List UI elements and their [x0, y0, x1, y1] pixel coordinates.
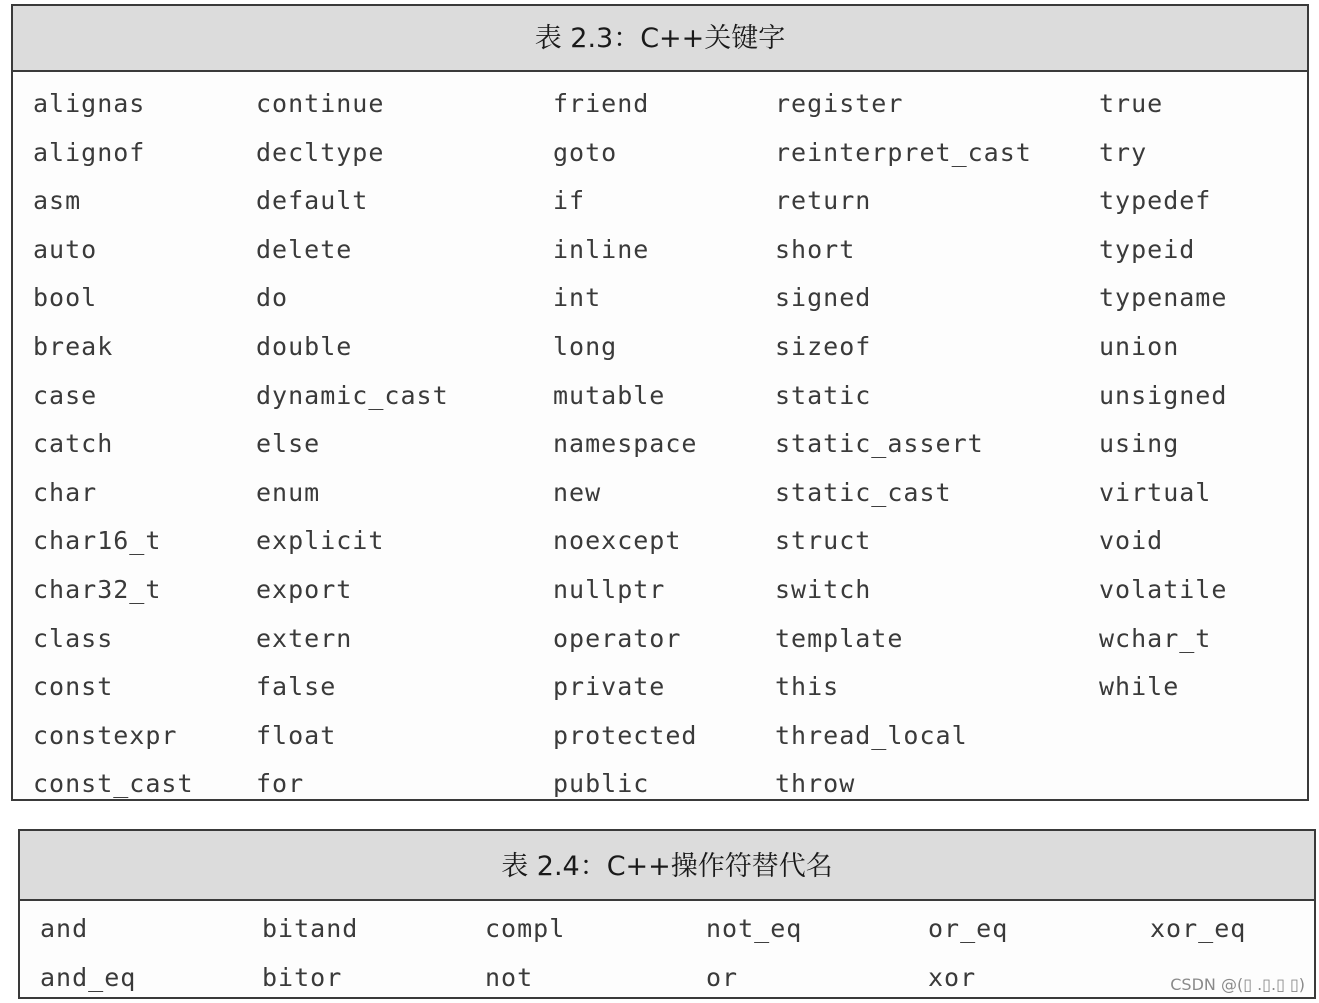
- keyword-cell: extern: [256, 623, 353, 653]
- keyword-cell: double: [256, 331, 353, 361]
- table-row: [20, 954, 1314, 1003]
- keyword-cell: struct: [775, 526, 872, 556]
- keyword-cell: if: [553, 186, 586, 216]
- table-row: [13, 372, 1307, 421]
- keyword-cell: not_eq: [706, 914, 803, 943]
- keyword-cell: catch: [33, 429, 114, 459]
- keyword-cell: case: [33, 380, 98, 410]
- table-row: [13, 712, 1307, 761]
- keyword-cell: and_eq: [40, 963, 137, 992]
- keyword-cell: goto: [553, 137, 618, 167]
- keyword-cell: int: [553, 283, 602, 313]
- table-row: [13, 80, 1307, 129]
- table-row: [13, 615, 1307, 664]
- keyword-cell: namespace: [553, 429, 698, 459]
- keyword-cell: false: [256, 672, 337, 702]
- keyword-cell: alignof: [33, 137, 146, 167]
- keyword-cell: while: [1099, 672, 1180, 702]
- keyword-cell: sizeof: [775, 331, 872, 361]
- keyword-cell: switch: [775, 574, 872, 604]
- table-row: [13, 420, 1307, 469]
- keyword-cell: auto: [33, 234, 98, 264]
- keyword-cell: new: [553, 477, 602, 507]
- keyword-cell: union: [1099, 331, 1180, 361]
- table-row: [13, 663, 1307, 712]
- keyword-cell: typeid: [1099, 234, 1196, 264]
- keyword-cell: constexpr: [33, 720, 178, 750]
- keyword-cell: inline: [553, 234, 650, 264]
- keyword-cell: this: [775, 672, 840, 702]
- keyword-cell: continue: [256, 89, 385, 118]
- keyword-cell: xor_eq: [1150, 914, 1247, 943]
- keyword-cell: char: [33, 477, 98, 507]
- keyword-cell: mutable: [553, 380, 666, 410]
- keyword-cell: float: [256, 720, 337, 750]
- keyword-cell: for: [256, 769, 305, 799]
- keyword-cell: typedef: [1099, 186, 1212, 216]
- keyword-cell: break: [33, 331, 114, 361]
- keyword-cell: nullptr: [553, 574, 666, 604]
- keyword-cell: true: [1099, 89, 1164, 118]
- keyword-cell: dynamic_cast: [256, 380, 449, 410]
- keyword-cell: export: [256, 574, 353, 604]
- keyword-cell: using: [1099, 429, 1180, 459]
- keyword-cell: alignas: [33, 89, 146, 118]
- keyword-cell: static: [775, 380, 872, 410]
- keyword-cell: operator: [553, 623, 682, 653]
- keyword-cell: wchar_t: [1099, 623, 1212, 653]
- keyword-cell: enum: [256, 477, 321, 507]
- table-row: [13, 226, 1307, 275]
- cpp-keywords-table: [11, 4, 1309, 801]
- keyword-cell: protected: [553, 720, 698, 750]
- keyword-cell: typename: [1099, 283, 1228, 313]
- keyword-cell: char32_t: [33, 574, 162, 604]
- keyword-cell: bool: [33, 283, 98, 313]
- keyword-cell: class: [33, 623, 114, 653]
- keyword-cell: or: [706, 963, 739, 992]
- keyword-cell: compl: [485, 914, 566, 943]
- keyword-cell: default: [256, 186, 369, 216]
- keyword-cell: reinterpret_cast: [775, 137, 1032, 167]
- keyword-cell: unsigned: [1099, 380, 1228, 410]
- keyword-cell: not: [485, 963, 534, 992]
- keyword-cell: throw: [775, 769, 856, 799]
- keyword-cell: else: [256, 429, 321, 459]
- table-row: [13, 177, 1307, 226]
- operators-grid: [20, 905, 1314, 1003]
- table-row: [13, 274, 1307, 323]
- keyword-cell: char16_t: [33, 526, 162, 556]
- table-row: [13, 469, 1307, 518]
- keyword-cell: asm: [33, 186, 82, 216]
- keyword-cell: const_cast: [33, 769, 194, 799]
- keyword-cell: signed: [775, 283, 872, 313]
- table-row: [13, 517, 1307, 566]
- table-row: [13, 129, 1307, 178]
- keyword-cell: long: [553, 331, 618, 361]
- keyword-cell: thread_local: [775, 720, 968, 750]
- caption-text: 表 2.4：C++操作符替代名: [501, 851, 833, 882]
- table-row: [13, 566, 1307, 615]
- keyword-cell: void: [1099, 526, 1164, 556]
- keyword-cell: register: [775, 89, 904, 118]
- keyword-cell: const: [33, 672, 114, 702]
- keyword-cell: or_eq: [928, 914, 1009, 943]
- table-row: [13, 760, 1307, 809]
- keyword-cell: do: [256, 283, 289, 313]
- keyword-cell: static_cast: [775, 477, 952, 507]
- keyword-cell: bitor: [262, 963, 343, 992]
- table-row: [13, 323, 1307, 372]
- keyword-cell: volatile: [1099, 574, 1228, 604]
- keyword-cell: static_assert: [775, 429, 984, 459]
- keyword-cell: explicit: [256, 526, 385, 556]
- keyword-cell: template: [775, 623, 904, 653]
- keyword-cell: decltype: [256, 137, 385, 167]
- watermark: CSDN @(▯ .▯.▯ ▯): [1170, 975, 1305, 994]
- caption-text: 表 2.3：C++关键字: [534, 23, 786, 54]
- keyword-cell: virtual: [1099, 477, 1212, 507]
- table-row: [20, 905, 1314, 954]
- keyword-cell: public: [553, 769, 650, 799]
- keywords-grid: [13, 80, 1307, 809]
- keyword-cell: noexcept: [553, 526, 682, 556]
- keyword-cell: xor: [928, 963, 977, 992]
- operator-alternatives-table: [18, 829, 1316, 999]
- keyword-cell: delete: [256, 234, 353, 264]
- keyword-cell: and: [40, 914, 89, 943]
- keyword-cell: friend: [553, 89, 650, 118]
- keyword-cell: return: [775, 186, 872, 216]
- keyword-cell: bitand: [262, 914, 359, 943]
- table-caption: [13, 6, 1307, 72]
- keyword-cell: short: [775, 234, 856, 264]
- keyword-cell: private: [553, 672, 666, 702]
- table-caption: [20, 831, 1314, 901]
- keyword-cell: try: [1099, 137, 1148, 167]
